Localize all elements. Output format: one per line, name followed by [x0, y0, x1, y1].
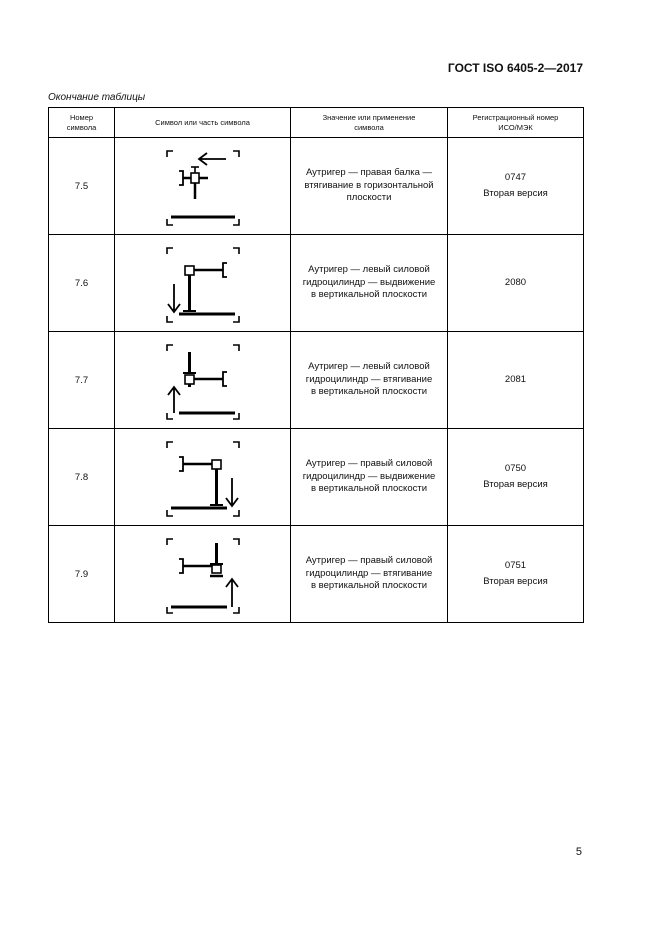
symbol-cell: [115, 332, 291, 429]
outrigger-left-cylinder-retract-icon: [155, 337, 251, 423]
outrigger-right-cylinder-extend-icon: [155, 434, 251, 520]
header-meaning: Значение или применение символа: [291, 108, 448, 138]
reg-cell: 0750 Вторая версия: [448, 429, 584, 526]
table-row: [49, 332, 584, 429]
reg-cell: 2081: [448, 332, 584, 429]
page-number: 5: [575, 846, 582, 858]
reg-cell: 2080: [448, 235, 584, 332]
reg-cell: 0747 Вторая версия: [448, 138, 584, 235]
row-number: 7.5: [49, 138, 115, 235]
table-caption: Окончание таблицы: [48, 92, 146, 103]
row-number: 7.7: [49, 332, 115, 429]
header-reg: Регистрационный номер ИСО/МЭК: [448, 108, 584, 138]
outrigger-left-cylinder-extend-icon: [155, 240, 251, 326]
symbol-cell: [115, 526, 291, 623]
meaning-cell: Аутригер — правый силовой гидроцилиндр — выдвижение в вертикальной плоскости: [291, 429, 448, 526]
meaning-cell: Аутригер — правая балка — втягивание в горизонтальной плоскости: [291, 138, 448, 235]
symbols-table: [48, 107, 584, 623]
symbol-cell: [115, 429, 291, 526]
outrigger-right-cylinder-retract-icon: [155, 531, 251, 617]
table-row: [49, 526, 584, 623]
table-row: [49, 429, 584, 526]
meaning-cell: Аутригер — правый силовой гидроцилиндр — втягивание в вертикальной плоскости: [291, 526, 448, 623]
symbol-cell: [115, 138, 291, 235]
row-number: 7.6: [49, 235, 115, 332]
reg-cell: 0751 Вторая версия: [448, 526, 584, 623]
header-number: Номер символа: [49, 108, 115, 138]
table-header-row: [49, 108, 584, 138]
table-row: [49, 235, 584, 332]
meaning-cell: Аутригер — левый силовой гидроцилиндр — выдвижение в вертикальной плоскости: [291, 235, 448, 332]
row-number: 7.9: [49, 526, 115, 623]
meaning-cell: Аутригер — левый силовой гидроцилиндр — втягивание в вертикальной плоскости: [291, 332, 448, 429]
symbol-cell: [115, 235, 291, 332]
row-number: 7.8: [49, 429, 115, 526]
table-row: [49, 138, 584, 235]
outrigger-beam-retract-icon: [155, 143, 251, 229]
document-code: ГОСТ ISO 6405-2—2017: [447, 61, 583, 75]
header-symbol: Символ или часть символа: [115, 108, 291, 138]
